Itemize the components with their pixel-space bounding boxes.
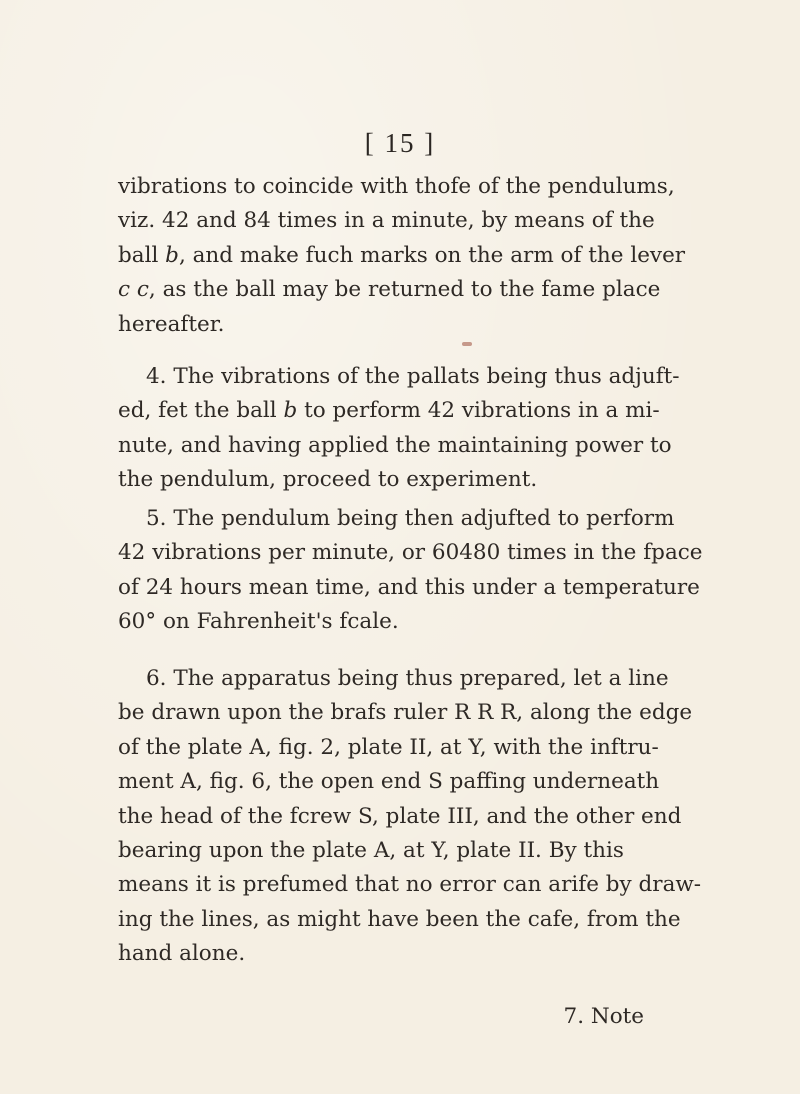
text-line: ing the lines, as might have been the cafe, from the <box>118 906 681 932</box>
text-line: ment A, fig. 6, the open end S paffing underneath <box>118 769 660 795</box>
paragraph-3-continuation <box>118 170 686 342</box>
text-segment: ball <box>118 242 166 268</box>
italic-letters-cc: c c <box>118 277 149 303</box>
text-segment: to perform 42 vibrations in a mi- <box>297 398 660 424</box>
text-line: 4. The vibrations of the pallats being thus adjuft- <box>146 364 680 389</box>
text-line: the head of the fcrew S, plate III, and the other end <box>118 803 682 829</box>
text-line <box>118 239 686 273</box>
ink-smudge <box>462 342 472 346</box>
catchword: 7. Note <box>563 1004 644 1029</box>
text-line: be drawn upon the brafs ruler R R R, along the edge <box>118 700 693 726</box>
text-line: vibrations to coincide with thofe of the pendulums, <box>118 174 675 199</box>
paragraph-6 <box>118 662 702 972</box>
text-line: 5. The pendulum being then adjufted to perform <box>146 506 675 531</box>
text-line: 60° on Fahrenheit's fcale. <box>118 609 399 635</box>
paragraph-5 <box>118 502 703 640</box>
text-line: bearing upon the plate A, at Y, plate II. By this <box>118 837 624 863</box>
text-line: nute, and having applied the maintaining power to <box>118 432 672 458</box>
text-line: of the plate A, fig. 2, plate II, at Y, with the inftru- <box>118 734 659 760</box>
italic-letter-b: b <box>165 242 179 268</box>
text-line: 6. The apparatus being thus prepared, let a line <box>146 666 669 691</box>
text-line: means it is prefumed that no error can arife by draw- <box>118 872 702 898</box>
text-line: of 24 hours mean time, and this under a temperature <box>118 574 700 600</box>
text-line: hand alone. <box>118 941 246 967</box>
text-line <box>118 273 661 307</box>
italic-letter-b: b <box>283 398 298 424</box>
text-segment: , as the ball may be returned to the fame place <box>148 277 661 303</box>
page-number: [ 15 ] <box>364 128 436 158</box>
text-line: viz. 42 and 84 times in a minute, by means of the <box>118 208 655 234</box>
paragraph-4 <box>118 360 680 498</box>
text-segment: ed, fet the ball <box>118 398 284 424</box>
text-line: the pendulum, proceed to experiment. <box>118 467 538 493</box>
text-line: 42 vibrations per minute, or 60480 times in the fpace <box>118 540 703 566</box>
text-line <box>118 394 660 428</box>
text-line: hereafter. <box>118 311 225 337</box>
text-segment: , and make fuch marks on the arm of the lever <box>178 242 686 268</box>
